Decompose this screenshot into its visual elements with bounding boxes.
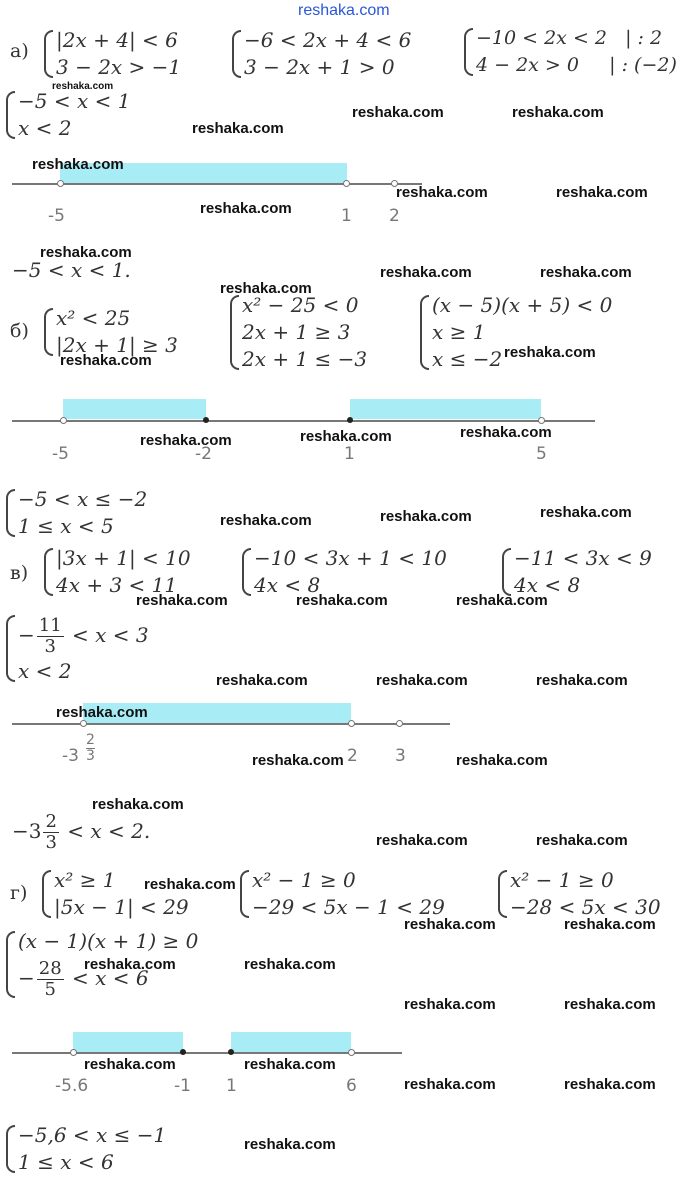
watermark: reshaka.com: [512, 104, 604, 121]
part-v-system-2: [240, 545, 447, 599]
watermark: reshaka.com: [40, 244, 132, 261]
watermark: reshaka.com: [60, 352, 152, 369]
equation-row: 1 ≤ x < 5: [18, 514, 114, 538]
watermark: reshaka.com: [244, 1056, 336, 1073]
fraction: [37, 616, 64, 657]
equation-row: −10 < 2x < 2 | : 2: [476, 27, 663, 49]
watermark: reshaka.com: [296, 592, 388, 609]
equation-row: x ≥ 1: [432, 320, 486, 344]
open-point: [396, 720, 403, 727]
filled-point: [180, 1049, 186, 1055]
equation-row: 1 ≤ x < 6: [18, 1150, 114, 1174]
watermark: reshaka.com: [140, 432, 232, 449]
tick-label: -5: [48, 206, 65, 226]
open-point: [538, 417, 545, 424]
watermark: reshaka.com: [52, 81, 114, 92]
watermark: reshaka.com: [244, 1136, 336, 1153]
watermark: reshaka.com: [556, 184, 648, 201]
open-point: [343, 180, 350, 187]
watermark: reshaka.com: [92, 796, 184, 813]
tick-label: -3: [62, 746, 79, 766]
watermark: reshaka.com: [300, 428, 392, 445]
watermark: reshaka.com: [136, 592, 228, 609]
equation-row: −6 < 2x + 4 < 6: [244, 28, 412, 52]
equation-row: 4x + 3 < 11: [56, 573, 178, 597]
equation-row: |2x + 4| < 6: [56, 28, 178, 52]
watermark: reshaka.com: [540, 504, 632, 521]
part-g-system-3: [496, 867, 661, 921]
equation-row: [18, 612, 149, 658]
watermark: reshaka.com: [376, 672, 468, 689]
part-a-answer: −5 < x < 1.: [12, 258, 131, 282]
open-point: [57, 180, 64, 187]
watermark: reshaka.com: [84, 956, 176, 973]
denominator: 3: [44, 636, 56, 657]
fraction: [43, 812, 58, 853]
inequality-tail: < x < 6: [72, 966, 149, 990]
watermark: reshaka.com: [456, 592, 548, 609]
tick-label: 2: [389, 206, 400, 226]
tick-label: 1: [341, 206, 352, 226]
tick-denominator: 3: [86, 748, 95, 764]
tick-fraction: [86, 733, 95, 764]
watermark: reshaka.com: [564, 1076, 656, 1093]
part-a-system-3: [462, 25, 677, 79]
part-v-system-3: [500, 545, 652, 599]
equation-row: x² − 1 ≥ 0: [252, 868, 356, 892]
watermark: reshaka.com: [456, 752, 548, 769]
equation-row: −5 < x ≤ −2: [18, 487, 148, 511]
open-point: [348, 1049, 355, 1056]
watermark: reshaka.com: [504, 344, 596, 361]
watermark: reshaka.com: [32, 156, 124, 173]
watermark: reshaka.com: [404, 916, 496, 933]
equation-row: 2x + 1 ≤ −3: [242, 347, 368, 371]
part-v-label: в): [10, 562, 29, 584]
watermark: reshaka.com: [192, 120, 284, 137]
tick-label: -1: [174, 1076, 191, 1096]
watermark: reshaka.com: [252, 752, 344, 769]
watermark: reshaka.com: [564, 996, 656, 1013]
part-v-answer: [12, 808, 150, 854]
watermark: reshaka.com: [380, 508, 472, 525]
tick-label: 6: [346, 1076, 357, 1096]
equation-row: −5,6 < x ≤ −1: [18, 1123, 167, 1147]
equation-row: x² − 1 ≥ 0: [510, 868, 614, 892]
watermark: reshaka.com: [540, 264, 632, 281]
watermark: reshaka.com: [380, 264, 472, 281]
equation-row: 4x < 8: [514, 573, 581, 597]
watermark: reshaka.com: [404, 1076, 496, 1093]
inequality-tail: < x < 3: [72, 623, 149, 647]
tick-label: 1: [226, 1076, 237, 1096]
inequality-tail: < x < 2.: [67, 819, 151, 843]
watermark: reshaka.com: [244, 956, 336, 973]
watermark: reshaka.com: [144, 876, 236, 893]
equation-row: x² ≥ 1: [54, 868, 116, 892]
tick-numerator: 2: [86, 732, 95, 748]
filled-point: [228, 1049, 234, 1055]
watermark: reshaka.com: [564, 916, 656, 933]
part-b-system-2: [228, 292, 367, 373]
solution-band: [231, 1032, 351, 1052]
numerator: 11: [38, 615, 62, 636]
tick-label: -5.6: [55, 1076, 89, 1096]
watermark: reshaka.com: [220, 512, 312, 529]
equation-row: 4x < 8: [254, 573, 321, 597]
site-watermark-top: reshaka.com: [298, 2, 390, 19]
watermark: reshaka.com: [220, 280, 312, 297]
solution-band: [63, 399, 206, 419]
tick-label: -2: [195, 444, 212, 464]
solution-band: [73, 1032, 183, 1052]
tick-label: 5: [536, 444, 547, 464]
part-b-answer: [4, 486, 147, 540]
filled-point: [203, 417, 209, 423]
part-g-label: г): [10, 882, 28, 904]
part-v-system-1: [42, 545, 191, 599]
axis-line: [12, 420, 595, 422]
watermark: reshaka.com: [404, 996, 496, 1013]
part-a-system-1: [42, 27, 181, 81]
open-point: [80, 720, 87, 727]
equation-row: |3x + 1| < 10: [56, 546, 191, 570]
equation-row: −28 < 5x < 30: [510, 895, 661, 919]
part-v-system-4: [4, 612, 149, 685]
equation-row: x < 2: [18, 116, 72, 140]
watermark: reshaka.com: [536, 672, 628, 689]
watermark: reshaka.com: [84, 1056, 176, 1073]
numerator: 2: [45, 811, 57, 832]
solution-band: [350, 399, 541, 419]
part-g-system-2: [238, 867, 445, 921]
open-point: [348, 720, 355, 727]
equation-row: −10 < 3x + 1 < 10: [254, 546, 447, 570]
part-b-label: б): [10, 320, 29, 342]
watermark: reshaka.com: [56, 704, 148, 721]
tick-label: -5: [52, 444, 69, 464]
tick-label: 1: [344, 444, 355, 464]
axis-line: [12, 183, 422, 185]
equation-row: |2x + 1| ≥ 3: [56, 333, 178, 357]
equation-row: 3 − 2x > −1: [56, 55, 182, 79]
watermark: reshaka.com: [352, 104, 444, 121]
equation-row: 2x + 1 ≥ 3: [242, 320, 351, 344]
equation-row: x ≤ −2: [432, 347, 503, 371]
equation-row: x < 2: [18, 659, 72, 683]
sign: −: [18, 966, 35, 990]
watermark: reshaka.com: [460, 424, 552, 441]
tick-label: 3: [395, 746, 406, 766]
tick-label: 2: [347, 746, 358, 766]
equation-row: x² < 25: [56, 306, 131, 330]
watermark: reshaka.com: [396, 184, 488, 201]
watermark: reshaka.com: [536, 832, 628, 849]
equation-row: (x − 1)(x + 1) ≥ 0: [18, 929, 199, 953]
equation-row: (x − 5)(x + 5) < 0: [432, 293, 613, 317]
open-point: [60, 417, 67, 424]
watermark: reshaka.com: [200, 200, 292, 217]
part-a-system-2: [230, 27, 411, 81]
equation-row: |5x − 1| < 29: [54, 895, 189, 919]
filled-point: [347, 417, 353, 423]
part-b-system-1: [42, 305, 178, 359]
equation-row: x² − 25 < 0: [242, 293, 359, 317]
part-a-system-4: [4, 88, 130, 142]
equation-row: 3 − 2x + 1 > 0: [244, 55, 395, 79]
whole-part: −3: [12, 819, 42, 843]
fraction: [37, 959, 64, 1000]
axis-line: [12, 723, 450, 725]
watermark: reshaka.com: [216, 672, 308, 689]
part-a-label: а): [10, 40, 29, 62]
part-g-answer: [4, 1122, 166, 1176]
equation-row: −11 < 3x < 9: [514, 546, 652, 570]
equation-row: 4 − 2x > 0 | : (−2): [476, 54, 677, 76]
watermark: reshaka.com: [376, 832, 468, 849]
equation-row: −5 < x < 1: [18, 89, 131, 113]
equation-row: −29 < 5x − 1 < 29: [252, 895, 445, 919]
denominator: 3: [45, 832, 57, 853]
numerator: 28: [38, 958, 62, 979]
sign: −: [18, 623, 35, 647]
denominator: 5: [44, 979, 56, 1000]
open-point: [70, 1049, 77, 1056]
